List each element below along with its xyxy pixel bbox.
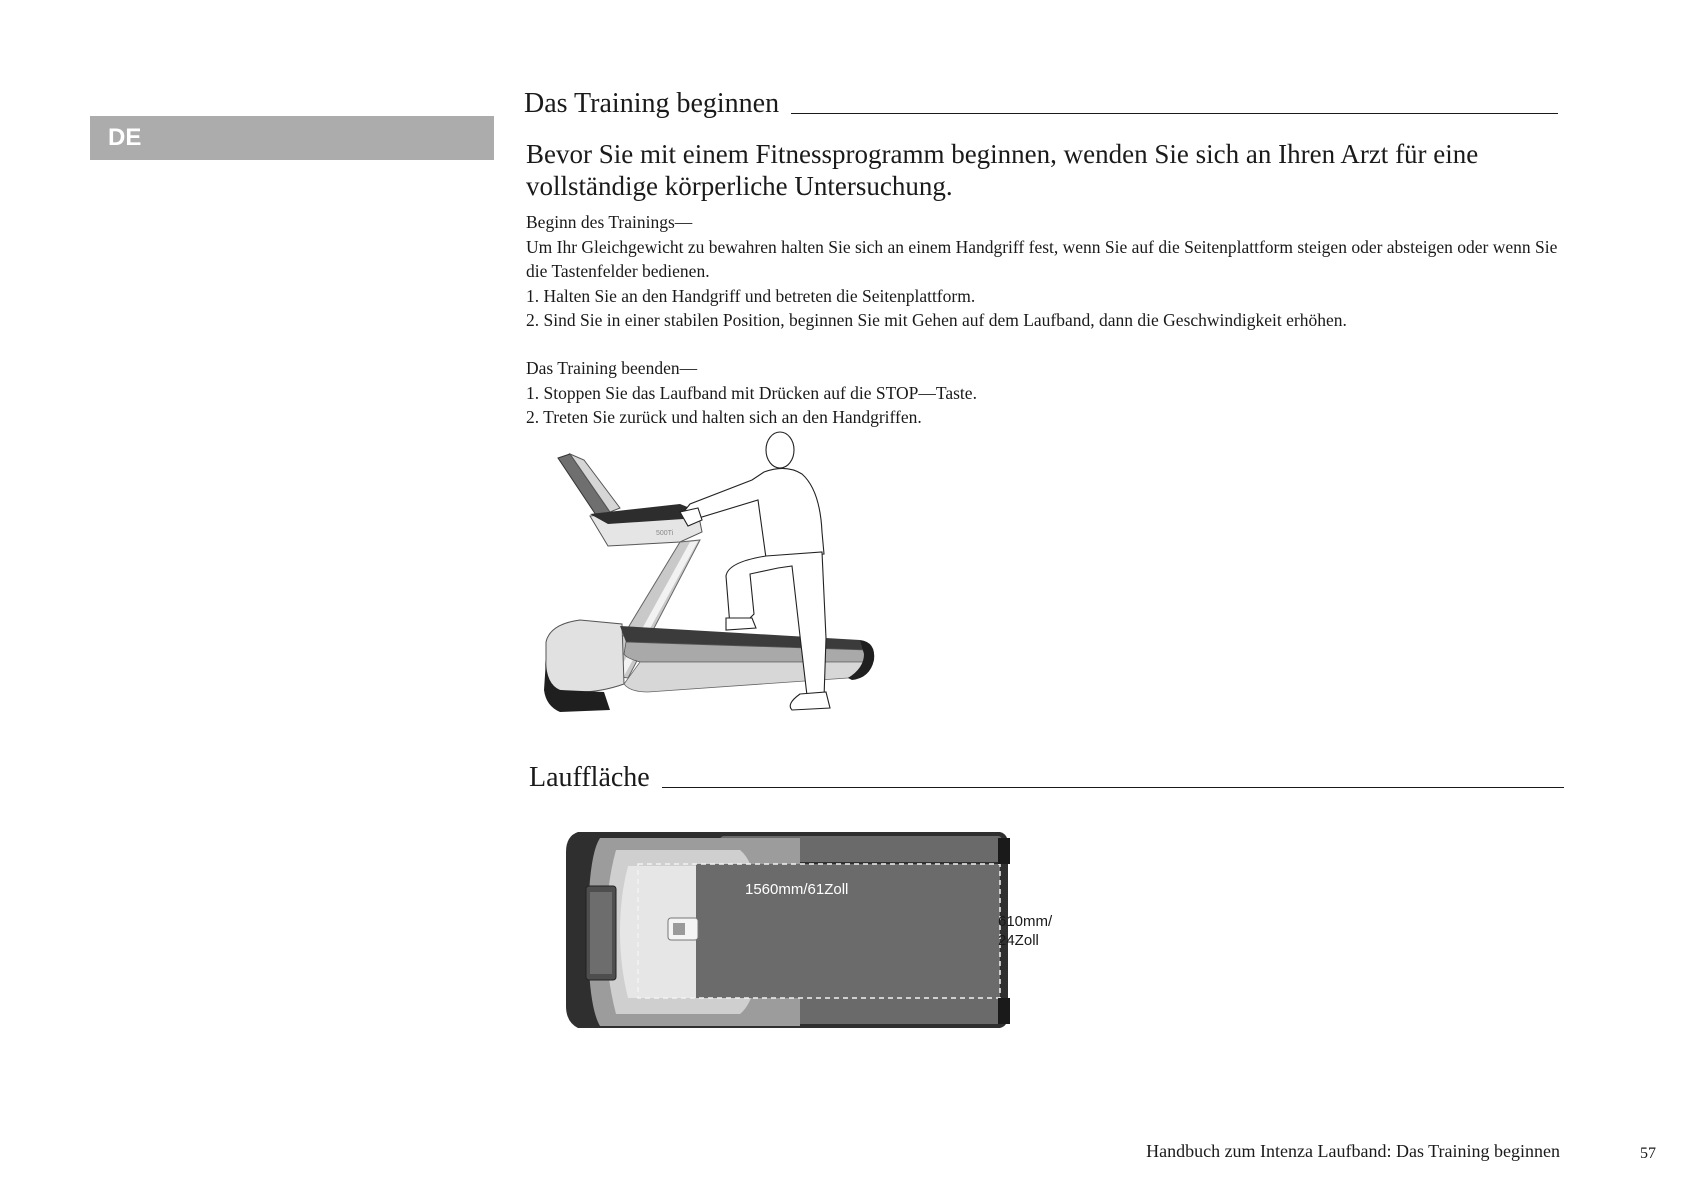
width-label-line-1: 610mm/ <box>998 913 1053 930</box>
model-badge: 500Ti <box>656 530 674 537</box>
start-intro: Um Ihr Gleichgewicht zu bewahren halten Sie sich an einem Handgriff fest, wenn Sie auf die Seitenplattform steigen oder absteigen oder wenn Sie die Tastenfelder bedienen. <box>526 236 1558 281</box>
section-heading-training <box>524 88 1558 120</box>
length-dimension-label: 1560mm/61Zoll <box>745 881 849 898</box>
lead-paragraph: Bevor Sie mit einem Fitnessprogramm beginnen, wenden Sie sich an Ihren Arzt für eine vollständige körperliche Untersuchung. <box>526 139 1479 201</box>
width-label-line-2: 24Zoll <box>998 932 1039 949</box>
end-training-block <box>526 356 1566 430</box>
treadmill-side-illustration <box>530 428 890 724</box>
start-title: Beginn des Trainings— <box>526 212 693 232</box>
heading-rule <box>662 787 1564 788</box>
start-step-1: 1. Halten Sie an den Handgriff und betreten die Seitenplattform. <box>526 285 976 306</box>
end-step-1: 1. Stoppen Sie das Laufband mit Drücken auf die STOP—Taste. <box>526 382 977 403</box>
end-step-2: 2. Treten Sie zurück und halten sich an den Handgriffen. <box>526 407 922 427</box>
width-dimension-label <box>998 912 1052 950</box>
start-training-block <box>526 210 1566 333</box>
page-number: 57 <box>1640 1145 1656 1162</box>
end-title: Das Training beenden— <box>526 358 698 378</box>
footer-title: Handbuch zum Intenza Laufband: Das Training beginnen <box>1146 1141 1560 1161</box>
language-tab: DE <box>90 116 494 160</box>
section-heading-running-surface <box>529 762 1564 794</box>
section-title: Das Training beginnen <box>524 88 780 119</box>
heading-rule <box>791 113 1558 114</box>
start-step-2: 2. Sind Sie in einer stabilen Position, beginnen Sie mit Gehen auf dem Laufband, dann die Geschwindigkeit erhöhen. <box>526 310 1347 330</box>
section-title: Lauffläche <box>529 762 650 793</box>
